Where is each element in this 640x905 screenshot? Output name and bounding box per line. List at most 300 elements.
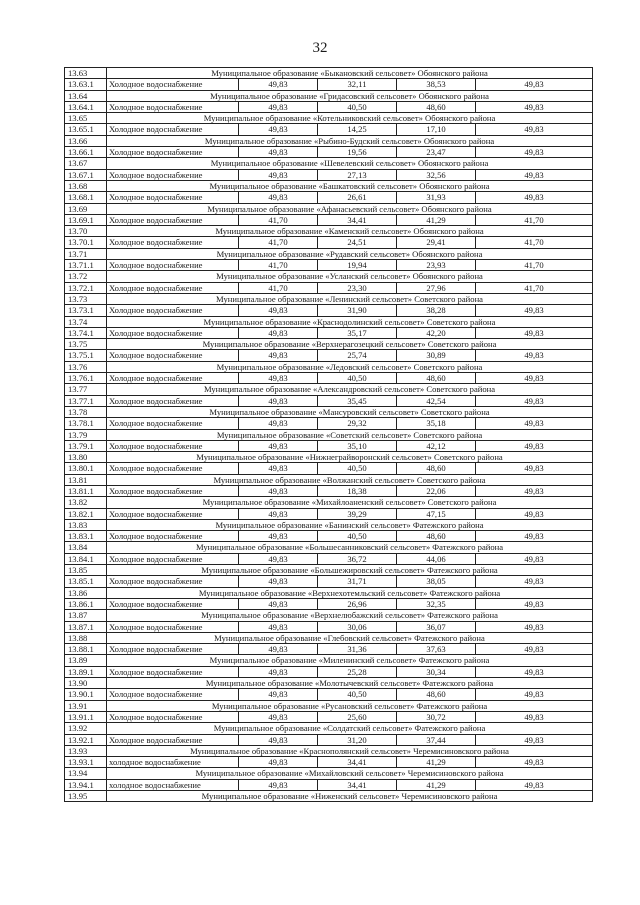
tariff-value-2: 40,50 [318,689,397,700]
tariff-value-3: 38,53 [397,79,476,90]
row-code: 13.66.1 [65,147,107,158]
municipality-row [65,791,593,802]
tariff-value-3: 42,12 [397,440,476,451]
tariff-value-1: 49,83 [239,689,318,700]
row-code: 13.82 [65,497,107,508]
municipality-name: Муниципальное образование «Верхнехотемльский сельсовет» Фатежского района [107,587,593,598]
row-code: 13.71.1 [65,260,107,271]
service-name: Холодное водоснабжение [107,124,239,135]
tariff-value-4: 49,83 [476,553,593,564]
service-name: холодное водоснабжение [107,779,239,790]
row-code: 13.68.1 [65,192,107,203]
service-row [65,237,593,248]
row-code: 13.94.1 [65,779,107,790]
tariff-value-4: 41,70 [476,237,593,248]
row-code: 13.67 [65,158,107,169]
municipality-row [65,339,593,350]
tariff-value-3: 36,07 [397,621,476,632]
tariff-value-2: 40,50 [318,463,397,474]
municipality-name: Муниципальное образование «Верхнелюбажский сельсовет» Фатежского района [107,610,593,621]
tariff-value-2: 25,74 [318,350,397,361]
page-number: 32 [312,40,328,56]
tariff-value-2: 24,51 [318,237,397,248]
row-code: 13.79.1 [65,440,107,451]
row-code: 13.87.1 [65,621,107,632]
tariff-value-2: 19,94 [318,260,397,271]
row-code: 13.79 [65,429,107,440]
tariff-value-4: 49,83 [476,576,593,587]
tariff-value-1: 49,83 [239,666,318,677]
tariff-value-1: 49,83 [239,418,318,429]
service-row [65,192,593,203]
tariff-value-2: 31,20 [318,734,397,745]
tariff-value-3: 31,93 [397,192,476,203]
tariff-value-2: 40,50 [318,531,397,542]
tariff-value-3: 23,93 [397,260,476,271]
municipality-row [65,180,593,191]
row-code: 13.95 [65,791,107,802]
municipality-name: Муниципальное образование «Краснодолинский сельсовет» Советского района [107,316,593,327]
tariff-value-3: 48,60 [397,689,476,700]
tariff-value-1: 49,83 [239,395,318,406]
municipality-row [65,406,593,417]
tariff-value-4: 49,83 [476,440,593,451]
row-code: 13.63.1 [65,79,107,90]
tariff-value-2: 36,72 [318,553,397,564]
tariff-value-2: 34,41 [318,214,397,225]
tariff-value-4: 49,83 [476,395,593,406]
tariff-value-4: 49,83 [476,485,593,496]
tariff-value-3: 32,56 [397,169,476,180]
tariff-value-4: 49,83 [476,621,593,632]
service-row [65,689,593,700]
service-row [65,327,593,338]
service-name: Холодное водоснабжение [107,169,239,180]
row-code: 13.92 [65,723,107,734]
row-code: 13.64.1 [65,101,107,112]
tariff-value-4: 49,83 [476,305,593,316]
service-row [65,485,593,496]
tariff-value-3: 32,35 [397,598,476,609]
tariff-value-2: 31,90 [318,305,397,316]
service-row [65,79,593,90]
tariff-value-1: 49,83 [239,169,318,180]
tariff-value-1: 41,70 [239,237,318,248]
service-row [65,124,593,135]
municipality-row [65,474,593,485]
row-code: 13.66 [65,135,107,146]
row-code: 13.88 [65,632,107,643]
tariff-value-2: 34,41 [318,779,397,790]
service-row [65,305,593,316]
row-code: 13.87 [65,610,107,621]
service-row [65,418,593,429]
service-name: Холодное водоснабжение [107,576,239,587]
municipality-name: Муниципальное образование «Быкановский сельсовет» Обоянского района [107,68,593,79]
row-code: 13.77 [65,384,107,395]
tariff-value-3: 48,60 [397,373,476,384]
tariff-value-2: 40,50 [318,101,397,112]
municipality-name: Муниципальное образование «Рыбино-Будский сельсовет» Обоянского района [107,135,593,146]
tariff-value-2: 18,38 [318,485,397,496]
tariff-value-3: 23,47 [397,147,476,158]
row-code: 13.74.1 [65,327,107,338]
tariff-value-2: 35,17 [318,327,397,338]
row-code: 13.90.1 [65,689,107,700]
tariff-value-3: 27,96 [397,282,476,293]
service-row [65,373,593,384]
row-code: 13.77.1 [65,395,107,406]
row-code: 13.80.1 [65,463,107,474]
tariff-value-3: 30,89 [397,350,476,361]
tariff-value-4: 49,83 [476,644,593,655]
tariff-value-3: 47,15 [397,508,476,519]
service-name: Холодное водоснабжение [107,463,239,474]
tariff-value-1: 49,83 [239,79,318,90]
row-code: 13.84 [65,542,107,553]
tariff-value-1: 49,83 [239,598,318,609]
municipality-name: Муниципальное образование «Ледовский сельсовет» Советского района [107,361,593,372]
tariff-value-3: 35,18 [397,418,476,429]
tariff-value-4: 49,83 [476,192,593,203]
municipality-row [65,678,593,689]
row-code: 13.86 [65,587,107,598]
municipality-name: Муниципальное образование «Нижнеграйворонский сельсовет» Советского района [107,452,593,463]
municipality-name: Муниципальное образование «Краснополянский сельсовет» Черемисиновского района [107,745,593,756]
tariff-value-1: 49,83 [239,734,318,745]
row-code: 13.71 [65,248,107,259]
service-name: Холодное водоснабжение [107,485,239,496]
service-name: Холодное водоснабжение [107,305,239,316]
tariff-value-4: 49,83 [476,147,593,158]
tariff-value-3: 41,29 [397,779,476,790]
municipality-name: Муниципальное образование «Котельниковский сельсовет» Обоянского района [107,113,593,124]
tariff-value-4: 41,70 [476,282,593,293]
row-code: 13.64 [65,90,107,101]
service-row [65,576,593,587]
tariff-value-2: 23,30 [318,282,397,293]
service-name: Холодное водоснабжение [107,508,239,519]
tariff-value-4: 49,83 [476,124,593,135]
tariff-value-1: 49,83 [239,644,318,655]
tariff-value-2: 39,29 [318,508,397,519]
municipality-name: Муниципальное образование «Большежировский сельсовет» Фатежского района [107,565,593,576]
service-name: Холодное водоснабжение [107,666,239,677]
service-name: Холодное водоснабжение [107,531,239,542]
row-code: 13.69 [65,203,107,214]
tariff-value-1: 49,83 [239,305,318,316]
tariff-value-1: 49,83 [239,350,318,361]
service-row [65,711,593,722]
municipality-row [65,293,593,304]
tariff-table [64,67,593,802]
row-code: 13.89 [65,655,107,666]
tariff-value-3: 41,29 [397,757,476,768]
tariff-value-1: 41,70 [239,260,318,271]
municipality-row [65,135,593,146]
row-code: 13.73.1 [65,305,107,316]
service-name: Холодное водоснабжение [107,440,239,451]
row-code: 13.67.1 [65,169,107,180]
row-code: 13.65 [65,113,107,124]
service-name: Холодное водоснабжение [107,79,239,90]
tariff-value-1: 49,83 [239,373,318,384]
tariff-value-4: 49,83 [476,711,593,722]
tariff-value-4: 49,83 [476,689,593,700]
row-code: 13.84.1 [65,553,107,564]
tariff-value-4: 49,83 [476,463,593,474]
municipality-row [65,700,593,711]
tariff-value-4: 49,83 [476,757,593,768]
service-row [65,621,593,632]
municipality-row [65,113,593,124]
service-name: Холодное водоснабжение [107,734,239,745]
tariff-value-1: 49,83 [239,779,318,790]
row-code: 13.93 [65,745,107,756]
tariff-value-2: 35,10 [318,440,397,451]
tariff-value-1: 49,83 [239,327,318,338]
municipality-name: Муниципальное образование «Михайловский сельсовет» Черемисиновского района [107,768,593,779]
row-code: 13.94 [65,768,107,779]
service-row [65,757,593,768]
row-code: 13.75.1 [65,350,107,361]
tariff-value-1: 49,83 [239,508,318,519]
tariff-value-2: 25,28 [318,666,397,677]
row-code: 13.85 [65,565,107,576]
tariff-table-body [65,68,593,802]
tariff-value-3: 30,34 [397,666,476,677]
municipality-row [65,610,593,621]
service-row [65,779,593,790]
municipality-row [65,565,593,576]
service-name: Холодное водоснабжение [107,395,239,406]
tariff-value-1: 49,83 [239,124,318,135]
municipality-row [65,68,593,79]
tariff-value-3: 48,60 [397,531,476,542]
row-code: 13.83.1 [65,531,107,542]
service-name: Холодное водоснабжение [107,621,239,632]
service-name: Холодное водоснабжение [107,711,239,722]
tariff-value-4: 49,83 [476,508,593,519]
municipality-name: Муниципальное образование «Русановский сельсовет» Фатежского района [107,700,593,711]
tariff-value-2: 30,06 [318,621,397,632]
tariff-value-3: 30,72 [397,711,476,722]
municipality-name: Муниципальное образование «Банинский сельсовет» Фатежского района [107,519,593,530]
tariff-value-4: 49,83 [476,531,593,542]
row-code: 13.70.1 [65,237,107,248]
tariff-value-2: 32,11 [318,79,397,90]
tariff-value-3: 42,20 [397,327,476,338]
tariff-value-4: 49,83 [476,373,593,384]
municipality-name: Муниципальное образование «Афанасьевский сельсовет» Обоянского района [107,203,593,214]
municipality-name: Муниципальное образование «Гридасовский сельсовет» Обоянского района [107,90,593,101]
municipality-row [65,158,593,169]
service-row [65,395,593,406]
municipality-row [65,519,593,530]
municipality-name: Муниципальное образование «Михайлоаненский сельсовет» Советского района [107,497,593,508]
service-row [65,734,593,745]
municipality-row [65,226,593,237]
service-name: Холодное водоснабжение [107,598,239,609]
municipality-row [65,452,593,463]
service-row [65,553,593,564]
municipality-name: Муниципальное образование «Шевелевский сельсовет» Обоянского района [107,158,593,169]
service-name: Холодное водоснабжение [107,553,239,564]
municipality-name: Муниципальное образование «Солдатский сельсовет» Фатежского района [107,723,593,734]
tariff-value-1: 49,83 [239,147,318,158]
municipality-name: Муниципальное образование «Рудавский сельсовет» Обоянского района [107,248,593,259]
row-code: 13.74 [65,316,107,327]
service-row [65,350,593,361]
service-name: Холодное водоснабжение [107,192,239,203]
service-name: Холодное водоснабжение [107,644,239,655]
row-code: 13.93.1 [65,757,107,768]
municipality-name: Муниципальное образование «Верхнерагозецкий сельсовет» Советского района [107,339,593,350]
tariff-value-4: 49,83 [476,101,593,112]
tariff-value-4: 49,83 [476,418,593,429]
row-code: 13.86.1 [65,598,107,609]
tariff-value-2: 14,25 [318,124,397,135]
municipality-row [65,632,593,643]
service-name: холодное водоснабжение [107,757,239,768]
service-row [65,260,593,271]
tariff-value-1: 49,83 [239,531,318,542]
row-code: 13.90 [65,678,107,689]
row-code: 13.78.1 [65,418,107,429]
tariff-value-3: 22,06 [397,485,476,496]
municipality-name: Муниципальное образование «Ленинский сельсовет» Советского района [107,293,593,304]
service-row [65,440,593,451]
tariff-value-4: 49,83 [476,327,593,338]
row-code: 13.91 [65,700,107,711]
row-code: 13.82.1 [65,508,107,519]
tariff-value-2: 29,32 [318,418,397,429]
tariff-value-3: 37,63 [397,644,476,655]
tariff-value-4: 41,70 [476,260,593,271]
municipality-name: Муниципальное образование «Ниженский сельсовет» Черемисиновского района [107,791,593,802]
municipality-row [65,497,593,508]
service-name: Холодное водоснабжение [107,350,239,361]
tariff-value-4: 49,83 [476,666,593,677]
tariff-value-4: 49,83 [476,169,593,180]
tariff-value-3: 44,06 [397,553,476,564]
service-name: Холодное водоснабжение [107,373,239,384]
tariff-value-1: 49,83 [239,553,318,564]
municipality-row [65,203,593,214]
tariff-value-1: 41,70 [239,214,318,225]
tariff-value-2: 26,96 [318,598,397,609]
service-row [65,644,593,655]
service-row [65,508,593,519]
municipality-name: Муниципальное образование «Миленинский сельсовет» Фатежского района [107,655,593,666]
service-row [65,598,593,609]
service-name: Холодное водоснабжение [107,689,239,700]
tariff-value-3: 17,10 [397,124,476,135]
municipality-row [65,723,593,734]
service-name: Холодное водоснабжение [107,418,239,429]
tariff-value-4: 49,83 [476,79,593,90]
municipality-name: Муниципальное образование «Глебовский сельсовет» Фатежского района [107,632,593,643]
tariff-value-3: 41,29 [397,214,476,225]
service-name: Холодное водоснабжение [107,214,239,225]
tariff-value-1: 49,83 [239,711,318,722]
row-code: 13.76 [65,361,107,372]
service-row [65,169,593,180]
service-name: Холодное водоснабжение [107,282,239,293]
municipality-row [65,768,593,779]
tariff-value-1: 49,83 [239,757,318,768]
municipality-row [65,655,593,666]
row-code: 13.88.1 [65,644,107,655]
tariff-value-2: 25,60 [318,711,397,722]
row-code: 13.76.1 [65,373,107,384]
service-row [65,101,593,112]
tariff-value-3: 48,60 [397,101,476,112]
tariff-value-1: 49,83 [239,621,318,632]
tariff-value-2: 31,36 [318,644,397,655]
row-code: 13.69.1 [65,214,107,225]
municipality-name: Муниципальное образование «Молотычевский сельсовет» Фатежского района [107,678,593,689]
service-name: Холодное водоснабжение [107,101,239,112]
service-name: Холодное водоснабжение [107,237,239,248]
service-row [65,666,593,677]
service-name: Холодное водоснабжение [107,260,239,271]
service-name: Холодное водоснабжение [107,147,239,158]
row-code: 13.75 [65,339,107,350]
municipality-name: Муниципальное образование «Александровский сельсовет» Советского района [107,384,593,395]
row-code: 13.63 [65,68,107,79]
row-code: 13.70 [65,226,107,237]
tariff-value-2: 26,61 [318,192,397,203]
service-row [65,463,593,474]
municipality-row [65,745,593,756]
tariff-value-1: 49,83 [239,485,318,496]
tariff-value-3: 29,41 [397,237,476,248]
service-row [65,147,593,158]
tariff-value-3: 48,60 [397,463,476,474]
row-code: 13.80 [65,452,107,463]
municipality-name: Муниципальное образование «Советский сельсовет» Советского района [107,429,593,440]
row-code: 13.81.1 [65,485,107,496]
tariff-value-4: 49,83 [476,779,593,790]
tariff-table-container [64,67,592,802]
service-row [65,282,593,293]
tariff-value-1: 49,83 [239,463,318,474]
municipality-row [65,542,593,553]
tariff-value-3: 42,54 [397,395,476,406]
municipality-name: Муниципальное образование «Большесанниковский сельсовет» Фатежского района [107,542,593,553]
tariff-value-4: 49,83 [476,598,593,609]
municipality-name: Муниципальное образование «Усланский сельсовет» Обоянского района [107,271,593,282]
tariff-value-1: 41,70 [239,282,318,293]
municipality-row [65,587,593,598]
service-name: Холодное водоснабжение [107,327,239,338]
tariff-value-4: 49,83 [476,350,593,361]
row-code: 13.72.1 [65,282,107,293]
row-code: 13.89.1 [65,666,107,677]
municipality-row [65,384,593,395]
municipality-row [65,90,593,101]
tariff-value-1: 49,83 [239,440,318,451]
row-code: 13.81 [65,474,107,485]
service-row [65,214,593,225]
municipality-name: Муниципальное образование «Волжанский сельсовет» Советского района [107,474,593,485]
tariff-value-3: 38,28 [397,305,476,316]
tariff-value-2: 27,13 [318,169,397,180]
row-code: 13.85.1 [65,576,107,587]
municipality-row [65,429,593,440]
tariff-value-3: 37,44 [397,734,476,745]
